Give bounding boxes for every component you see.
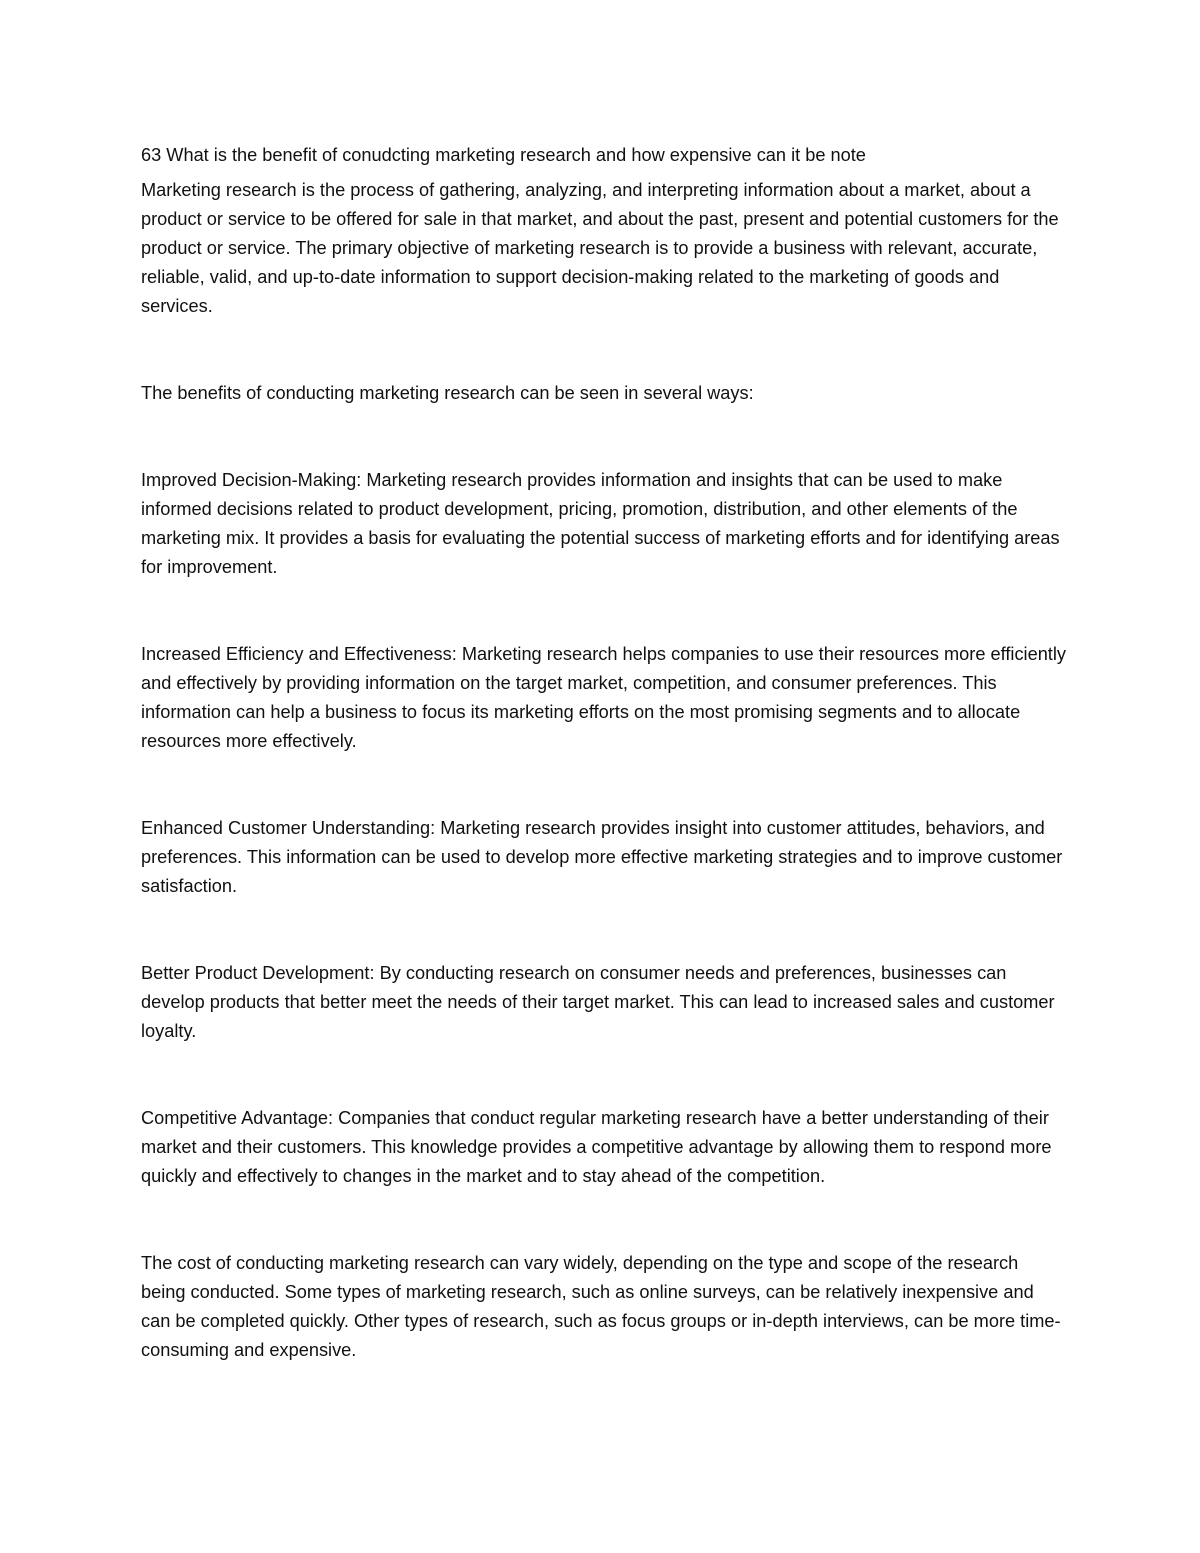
- benefit-decision-making-paragraph: Improved Decision-Making: Marketing research provides information and insights that can be used to make informed decisions related to product development, pricing, promotion, distribution, and other elements of the marketing mix. It provides a basis for evaluating the potential success of marketing efforts and for identifying areas for improvement.: [141, 470, 1060, 577]
- benefit-efficiency-paragraph: Increased Efficiency and Effectiveness: Marketing research helps companies to use their resources more efficiently and effectively by providing information on the target market, competition, and consumer preferences. This information can help a business to focus its marketing efforts on the most promising segments and to allocate resources more effectively.: [141, 644, 1066, 751]
- benefit-customer-understanding-paragraph: Enhanced Customer Understanding: Marketing research provides insight into customer attitudes, behaviors, and preferences. This information can be used to develop more effective marketing strategies and to improve customer satisfaction.: [141, 818, 1063, 896]
- benefits-lead-paragraph: The benefits of conducting marketing research can be seen in several ways:: [141, 383, 754, 403]
- benefit-product-development-paragraph: Better Product Development: By conducting research on consumer needs and preferences, businesses can develop products that better meet the needs of their target market. This can lead to increased sales and customer loyalty.: [141, 963, 1055, 1041]
- intro-paragraph: Marketing research is the process of gathering, analyzing, and interpreting information about a market, about a product or service to be offered for sale in that market, and about the past, present and potential customers for the product or service. The primary objective of marketing research is to provide a business with relevant, accurate, reliable, valid, and up-to-date information to support decision-making related to the marketing of goods and services.: [141, 180, 1059, 316]
- benefit-competitive-advantage-paragraph: Competitive Advantage: Companies that conduct regular marketing research have a better understanding of their market and their customers. This knowledge provides a competitive advantage by allowing them to respond more quickly and effectively to changes in the market and to stay ahead of the competition.: [141, 1108, 1052, 1186]
- document-page: [141, 141, 1066, 1365]
- cost-paragraph: The cost of conducting marketing research can vary widely, depending on the type and scope of the research being conducted. Some types of marketing research, such as online surveys, can be relatively inexpensive and can be completed quickly. Other types of research, such as focus groups or in-depth interviews, can be more time-consuming and expensive.: [141, 1253, 1061, 1360]
- question-heading: 63 What is the benefit of conudcting marketing research and how expensive can it be note: [141, 145, 866, 165]
